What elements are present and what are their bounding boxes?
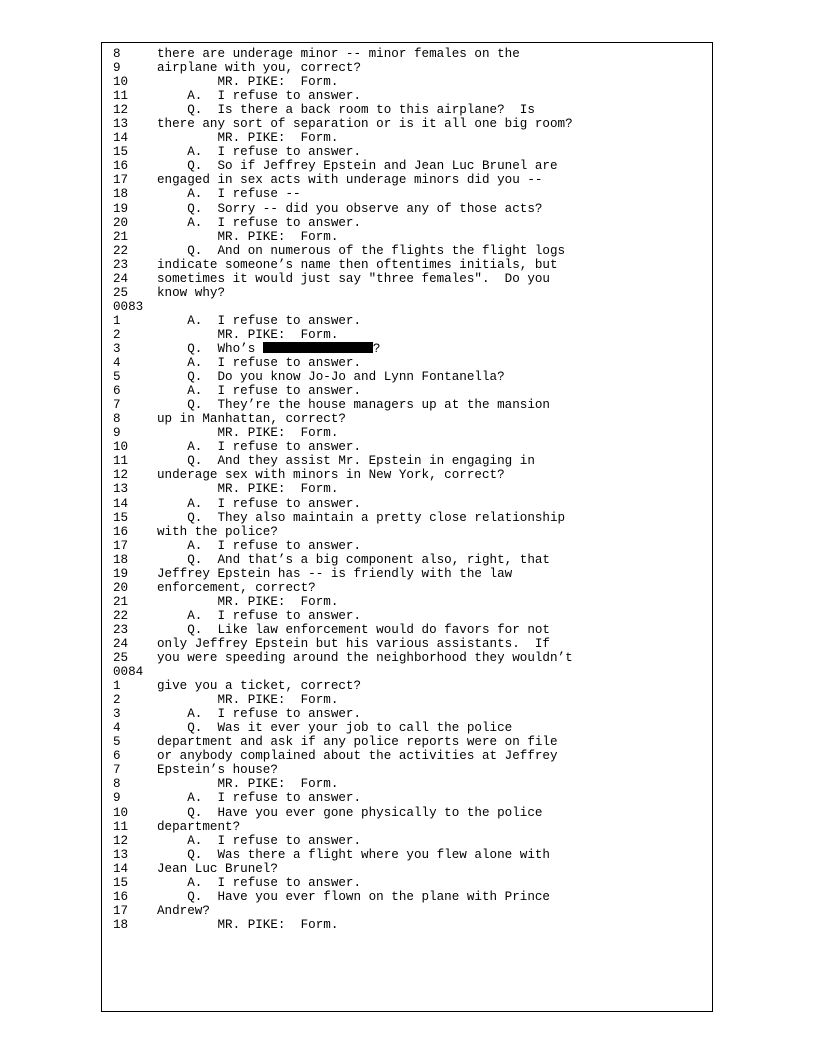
line-number: 20 [113,215,129,230]
line-number: 18 [113,187,129,202]
line-text [157,553,550,567]
transcript-line [102,595,712,609]
line-text-content: MR. PIKE: Form. [157,229,339,244]
line-number: 9 [113,61,121,76]
transcript-line [102,735,712,749]
line-text-content: indicate someone’s name then oftentimes initials, but [157,257,558,272]
line-text [157,286,225,300]
line-text-content: A. I refuse to answer. [157,313,362,328]
line-text [157,609,361,623]
line-text-content: give you a ticket, correct? [157,679,362,694]
line-text-content: MR. PIKE: Form. [157,75,339,90]
line-number: 10 [113,75,129,90]
line-number: 1 [113,313,121,328]
line-text-content: underage sex with minors in New York, correct? [157,468,505,483]
line-number: 13 [113,117,129,132]
transcript-line [102,497,712,511]
line-text-content: know why? [157,285,226,300]
line-text-content: Q. And they assist Mr. Epstein in engaging in [157,454,535,469]
line-text [157,328,338,342]
line-text-content: department? [157,819,241,834]
line-text-content: Epstein’s house? [157,763,278,778]
line-text-content: Q. And on numerous of the flights the flight logs [157,243,566,258]
line-text [157,187,301,201]
transcript-line [102,918,712,932]
transcript-line [102,721,712,735]
line-text-content: A. I refuse to answer. [157,538,362,553]
line-text [157,103,535,117]
transcript-line [102,370,712,384]
line-text [157,876,361,890]
transcript-line [102,103,712,117]
line-number: 7 [113,398,121,413]
transcript-line [102,342,712,356]
line-text [157,791,361,805]
line-text-content: Q. Was it ever your job to call the police [157,721,513,736]
transcript-line [102,328,712,342]
line-text-content: engaged in sex acts with underage minors did you -- [157,173,543,188]
line-text [157,890,550,904]
line-text [157,47,520,61]
transcript-line [102,426,712,440]
line-text [157,173,542,187]
transcript-line [102,763,712,777]
line-text [157,637,550,651]
page-number: 0084 [113,665,144,680]
line-number: 11 [113,454,129,469]
transcript-line [102,749,712,763]
line-text [157,75,338,89]
line-text-content: A. I refuse to answer. [157,875,362,890]
line-number: 13 [113,482,129,497]
transcript-line [102,651,712,665]
line-text [157,384,361,398]
transcript-line [102,272,712,286]
line-number: 16 [113,889,129,904]
line-text-content: enforcement, correct? [157,580,316,595]
transcript-line [102,187,712,201]
line-number: 22 [113,243,129,258]
line-number: 8 [113,47,121,61]
line-number: 8 [113,412,121,427]
transcript-lines [102,47,712,932]
line-text [157,230,338,244]
transcript-line [102,468,712,482]
transcript-line [102,314,712,328]
line-number: 6 [113,749,121,764]
line-number: 19 [113,201,129,216]
line-text [157,623,550,637]
transcript-line [102,665,712,679]
transcript-line [102,511,712,525]
line-number: 2 [113,693,121,708]
line-text [157,763,278,777]
transcript-line [102,623,712,637]
line-text [157,848,550,862]
line-text [157,749,558,763]
transcript-line [102,581,712,595]
line-number: 11 [113,89,129,104]
transcript-line [102,75,712,89]
line-text-content: sometimes it would just say "three females". Do you [157,271,550,286]
line-number: 19 [113,566,129,581]
line-text-content: Andrew? [157,903,210,918]
line-text-content: or anybody complained about the activities at Jeffrey [157,749,558,764]
line-text-content: Q. Was there a flight where you flew alone with [157,847,550,862]
line-text-content: A. I refuse to answer. [157,440,362,455]
line-text [157,918,338,932]
line-number: 11 [113,819,129,834]
line-text-content: A. I refuse to answer. [157,608,362,623]
line-text-content: Jean Luc Brunel? [157,861,278,876]
line-text-content: there are underage minor -- minor females on the [157,47,520,61]
line-text [157,398,550,412]
line-text-content: A. I refuse to answer. [157,707,362,722]
line-number: 23 [113,257,129,272]
transcript-line [102,61,712,75]
transcript-line [102,440,712,454]
line-text [157,244,565,258]
transcript-line [102,173,712,187]
line-text-content: MR. PIKE: Form. [157,426,339,441]
line-text-content: Q. Have you ever gone physically to the police [157,805,543,820]
line-number: 24 [113,271,129,286]
line-number: 3 [113,341,121,356]
line-text-content: MR. PIKE: Form. [157,777,339,792]
line-number: 13 [113,847,129,862]
line-number: 3 [113,707,121,722]
line-text-content: up in Manhattan, correct? [157,412,346,427]
line-text-content: A. I refuse to answer. [157,215,362,230]
line-text [157,131,338,145]
line-number: 15 [113,145,129,160]
transcript-line [102,806,712,820]
transcript-line [102,637,712,651]
transcript-line [102,398,712,412]
line-text [157,651,573,665]
line-text [157,707,361,721]
line-text-content: Q. Like law enforcement would do favors for not [157,622,550,637]
transcript-line [102,145,712,159]
line-text-content: you were speeding around the neighborhood they wouldn’t [157,651,573,666]
line-number: 17 [113,903,129,918]
line-number: 4 [113,356,121,371]
line-text-content: Q. Do you know Jo-Jo and Lynn Fontanella? [157,370,505,385]
line-number: 9 [113,426,121,441]
transcript-line [102,202,712,216]
line-text [157,145,361,159]
line-number: 5 [113,735,121,750]
transcript-line [102,553,712,567]
line-number: 24 [113,636,129,651]
line-text [157,440,361,454]
line-number: 16 [113,159,129,174]
transcript-line [102,230,712,244]
line-text [157,679,361,693]
line-text-content: MR. PIKE: Form. [157,482,339,497]
line-text [157,497,361,511]
transcript-page [101,42,713,1012]
page-number: 0083 [113,299,144,314]
line-text [157,89,361,103]
transcript-line [102,876,712,890]
line-text [157,539,361,553]
line-text [157,482,338,496]
line-text [157,159,558,173]
transcript-line [102,890,712,904]
line-number: 25 [113,651,129,666]
line-number: 14 [113,131,129,146]
transcript-line [102,820,712,834]
transcript-line [102,286,712,300]
line-number: 10 [113,805,129,820]
transcript-line [102,216,712,230]
transcript-line [102,412,712,426]
line-text [157,216,361,230]
transcript-line [102,356,712,370]
transcript-line [102,848,712,862]
line-number: 12 [113,103,129,118]
line-number: 10 [113,440,129,455]
line-text [157,468,505,482]
transcript-line [102,159,712,173]
line-text [157,525,278,539]
transcript-line [102,904,712,918]
line-number: 18 [113,917,129,932]
line-text-content: MR. PIKE: Form. [157,693,339,708]
transcript-line [102,131,712,145]
line-text [157,735,558,749]
transcript-line [102,482,712,496]
transcript-line [102,47,712,61]
transcript-line [102,862,712,876]
line-text-content: Q. And that’s a big component also, right, that [157,552,550,567]
line-text [157,777,338,791]
line-text [157,834,361,848]
transcript-line [102,258,712,272]
line-number: 18 [113,552,129,567]
line-text [157,356,361,370]
line-text-content: MR. PIKE: Form. [157,131,339,146]
line-text [157,806,542,820]
line-text [157,258,558,272]
line-text [157,862,278,876]
line-number: 21 [113,229,129,244]
line-text [157,721,512,735]
line-number: 5 [113,370,121,385]
transcript-line [102,567,712,581]
line-text-content: A. I refuse to answer. [157,791,362,806]
line-number: 9 [113,791,121,806]
line-number: 12 [113,833,129,848]
line-text-content: airplane with you, correct? [157,61,362,76]
transcript-line [102,707,712,721]
line-text-content: MR. PIKE: Form. [157,594,339,609]
line-number: 15 [113,875,129,890]
line-text [157,581,316,595]
line-number: 7 [113,763,121,778]
line-text [157,595,338,609]
line-text-content: MR. PIKE: Form. [157,327,339,342]
line-text [157,904,210,918]
line-text-content: Q. Sorry -- did you observe any of those acts? [157,201,543,216]
line-number: 8 [113,777,121,792]
line-text [157,426,338,440]
line-text [157,820,240,834]
line-number: 4 [113,721,121,736]
transcript-line [102,384,712,398]
line-number: 15 [113,510,129,525]
line-text-content: there any sort of separation or is it all one big room? [157,117,573,132]
line-text-content: Q. They’re the house managers up at the mansion [157,398,550,413]
line-text-content: Jeffrey Epstein has -- is friendly with the law [157,566,513,581]
line-text-content: Q. So if Jeffrey Epstein and Jean Luc Brunel are [157,159,558,174]
line-text [157,412,346,426]
transcript-line [102,244,712,258]
line-text-content: Q. Is there a back room to this airplane? Is [157,103,535,118]
line-text-content: A. I refuse to answer. [157,89,362,104]
line-number: 21 [113,594,129,609]
line-number: 23 [113,622,129,637]
line-text [157,567,512,581]
line-text-content: A. I refuse to answer. [157,145,362,160]
line-text-content: A. I refuse to answer. [157,384,362,399]
line-text [157,202,542,216]
transcript-line [102,539,712,553]
transcript-line [102,609,712,623]
line-text [157,342,380,356]
line-text [157,454,535,468]
line-text [157,314,361,328]
line-number: 17 [113,173,129,188]
line-number: 14 [113,861,129,876]
line-number: 12 [113,468,129,483]
line-number: 14 [113,496,129,511]
line-number: 20 [113,580,129,595]
line-number: 1 [113,679,121,694]
line-text-content: A. I refuse to answer. [157,356,362,371]
line-text [157,272,550,286]
line-number: 16 [113,524,129,539]
line-text [157,511,565,525]
line-text [157,370,505,384]
line-text-content: Q. Who’s [157,341,263,356]
line-number: 6 [113,384,121,399]
line-text-content: Q. Have you ever flown on the plane with Prince [157,889,550,904]
line-number: 22 [113,608,129,623]
transcript-line [102,454,712,468]
transcript-line [102,693,712,707]
transcript-line [102,300,712,314]
line-text-after-redaction: ? [372,341,381,356]
line-text [157,117,573,131]
line-text-content: A. I refuse to answer. [157,833,362,848]
transcript-line [102,834,712,848]
line-text-content: A. I refuse -- [157,187,301,202]
transcript-line [102,791,712,805]
line-text [157,61,361,75]
line-number: 25 [113,285,129,300]
line-text-content: department and ask if any police reports were on file [157,735,558,750]
transcript-line [102,117,712,131]
transcript-line [102,679,712,693]
line-text-content: A. I refuse to answer. [157,496,362,511]
line-text [157,693,338,707]
line-number: 2 [113,327,121,342]
transcript-line [102,525,712,539]
line-text-content: with the police? [157,524,278,539]
redaction-block [263,342,373,353]
line-text-content: MR. PIKE: Form. [157,917,339,932]
line-text-content: Q. They also maintain a pretty close relationship [157,510,566,525]
line-number: 17 [113,538,129,553]
transcript-line [102,89,712,103]
transcript-line [102,777,712,791]
line-text-content: only Jeffrey Epstein but his various assistants. If [157,636,550,651]
